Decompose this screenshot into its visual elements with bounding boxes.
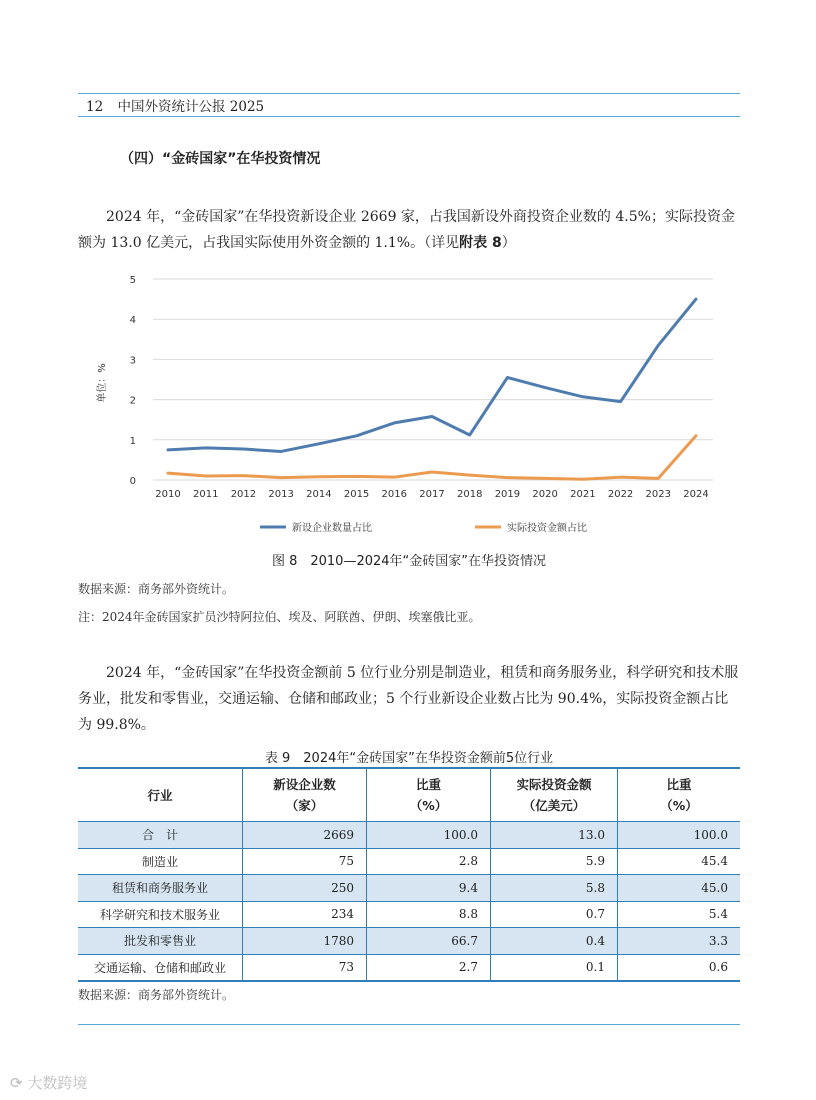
chart-legend [260, 521, 587, 534]
figure-caption: 图 8 2010—2024年“金砖国家”在华投资情况 [271, 554, 547, 569]
x-tick-label: 2017 [419, 489, 445, 500]
cell-share-investment: 45.4 [618, 848, 741, 875]
footer-rule [78, 1024, 740, 1025]
x-tick-label: 2012 [230, 489, 257, 500]
paragraph-1-end: ） [501, 235, 516, 251]
watermark-text: 大数跨境 [27, 1074, 88, 1092]
figure-note: 注：2024年金砖国家扩员沙特阿拉伯、埃及、阿联酋、伊朗、埃塞俄比亚。 [78, 610, 481, 624]
table-row [78, 875, 740, 902]
table-header-row [78, 768, 740, 822]
cell-share-enterprises: 100.0 [367, 822, 491, 849]
cell-industry: 合 计 [78, 822, 243, 849]
table-row [78, 848, 740, 875]
cell-new-enterprises: 250 [243, 875, 367, 902]
x-tick-label: 2011 [192, 489, 219, 500]
cell-share-investment: 0.6 [618, 954, 741, 981]
cell-share-enterprises: 66.7 [367, 928, 491, 955]
running-header [86, 95, 264, 115]
series-line-2 [168, 436, 696, 479]
paragraph-2-text: 2024 年，“金砖国家”在华投资金额前 5 位行业分别是制造业，租赁和商务服务业，科学研究和技术服务业，批发和零售业，交通运输、仓储和邮政业；5 个行业新设企业数占比为 90.4%，实际投资金额占比为 99.8%。 [78, 665, 739, 733]
table-row [78, 928, 740, 955]
line-chart [78, 262, 740, 547]
cell-share-enterprises: 2.8 [367, 848, 491, 875]
x-tick-label: 2016 [381, 489, 408, 500]
series-line-1 [168, 299, 696, 451]
y-tick-label: 5 [129, 275, 136, 286]
table-caption: 表 9 2024年“金砖国家”在华投资金额前5位行业 [264, 751, 554, 766]
header-bottom-rule [78, 116, 740, 117]
cell-share-enterprises: 9.4 [367, 875, 491, 902]
legend-label: 新设企业数量占比 [292, 523, 372, 534]
y-tick-label: 4 [129, 315, 136, 327]
y-tick-label: 0 [129, 476, 136, 487]
cell-investment: 5.8 [491, 875, 618, 902]
appendix-reference: 附表 8 [459, 235, 502, 251]
x-tick-label: 2019 [494, 489, 521, 500]
table-row [78, 954, 740, 981]
cell-new-enterprises: 73 [243, 954, 367, 981]
paragraph-2 [78, 660, 740, 738]
x-tick-label: 2015 [343, 489, 370, 500]
y-tick-label: 3 [129, 355, 136, 367]
y-tick-label: 1 [129, 435, 136, 447]
x-tick-label: 2022 [607, 489, 634, 500]
x-tick-label: 2023 [645, 489, 672, 500]
legend-label: 实际投资金额占比 [507, 523, 587, 534]
cell-industry: 科学研究和技术服务业 [78, 901, 243, 928]
header-top-rule [78, 93, 740, 94]
x-tick-label: 2010 [155, 489, 181, 500]
cell-industry: 制造业 [78, 848, 243, 875]
cell-share-investment: 45.0 [618, 875, 741, 902]
cell-industry: 交通运输、仓储和邮政业 [78, 954, 243, 981]
table-row [78, 901, 740, 928]
header-new-enterprises: 新设企业数 （家） [243, 768, 367, 822]
cell-share-investment: 3.3 [618, 928, 741, 955]
watermark-logo-icon: ⟳ [10, 1074, 23, 1092]
header-investment-amount: 实际投资金额 （亿美元） [491, 768, 618, 822]
header-share-investment: 比重 （%） [618, 768, 741, 822]
x-tick-label: 2013 [268, 489, 294, 500]
x-tick-label: 2014 [306, 489, 332, 500]
chart-series [168, 299, 696, 479]
cell-investment: 0.7 [491, 901, 618, 928]
cell-share-enterprises: 8.8 [367, 901, 491, 928]
watermark [10, 1072, 87, 1093]
cell-new-enterprises: 2669 [243, 822, 367, 849]
cell-industry: 租赁和商务服务业 [78, 875, 243, 902]
industry-table [78, 767, 740, 982]
x-tick-label: 2020 [532, 489, 558, 500]
cell-industry: 批发和零售业 [78, 928, 243, 955]
section-title: （四）“金砖国家”在华投资情况 [120, 151, 321, 167]
figure-source: 数据来源：商务部外资统计。 [78, 582, 235, 596]
cell-share-enterprises: 2.7 [367, 954, 491, 981]
y-axis-label: 单位：% [97, 363, 108, 403]
header-industry: 行业 [78, 768, 243, 822]
paragraph-1-text: 2024 年，“金砖国家”在华投资新设企业 2669 家，占我国新设外商投资企业数的 4.5%；实际投资金额为 13.0 亿美元，占我国实际使用外资金额的 1.1%。（详见 [78, 209, 735, 251]
cell-new-enterprises: 75 [243, 848, 367, 875]
x-tick-label: 2021 [570, 489, 596, 500]
table-source: 数据来源：商务部外资统计。 [78, 988, 235, 1002]
cell-share-investment: 5.4 [618, 901, 741, 928]
cell-investment: 5.9 [491, 848, 618, 875]
chart-x-ticks [155, 489, 708, 500]
x-tick-label: 2018 [456, 489, 483, 500]
cell-new-enterprises: 234 [243, 901, 367, 928]
cell-investment: 13.0 [491, 822, 618, 849]
page-number: 12 [86, 99, 104, 115]
cell-new-enterprises: 1780 [243, 928, 367, 955]
chart-y-ticks [130, 275, 136, 487]
x-tick-label: 2024 [683, 489, 709, 500]
cell-investment: 0.1 [491, 954, 618, 981]
paragraph-1 [78, 204, 740, 256]
publication-title: 中国外资统计公报 2025 [117, 99, 265, 115]
cell-share-investment: 100.0 [618, 822, 741, 849]
table-row-total [78, 822, 740, 849]
header-share-enterprises: 比重 （%） [367, 768, 491, 822]
cell-investment: 0.4 [491, 928, 618, 955]
y-tick-label: 2 [129, 395, 136, 407]
